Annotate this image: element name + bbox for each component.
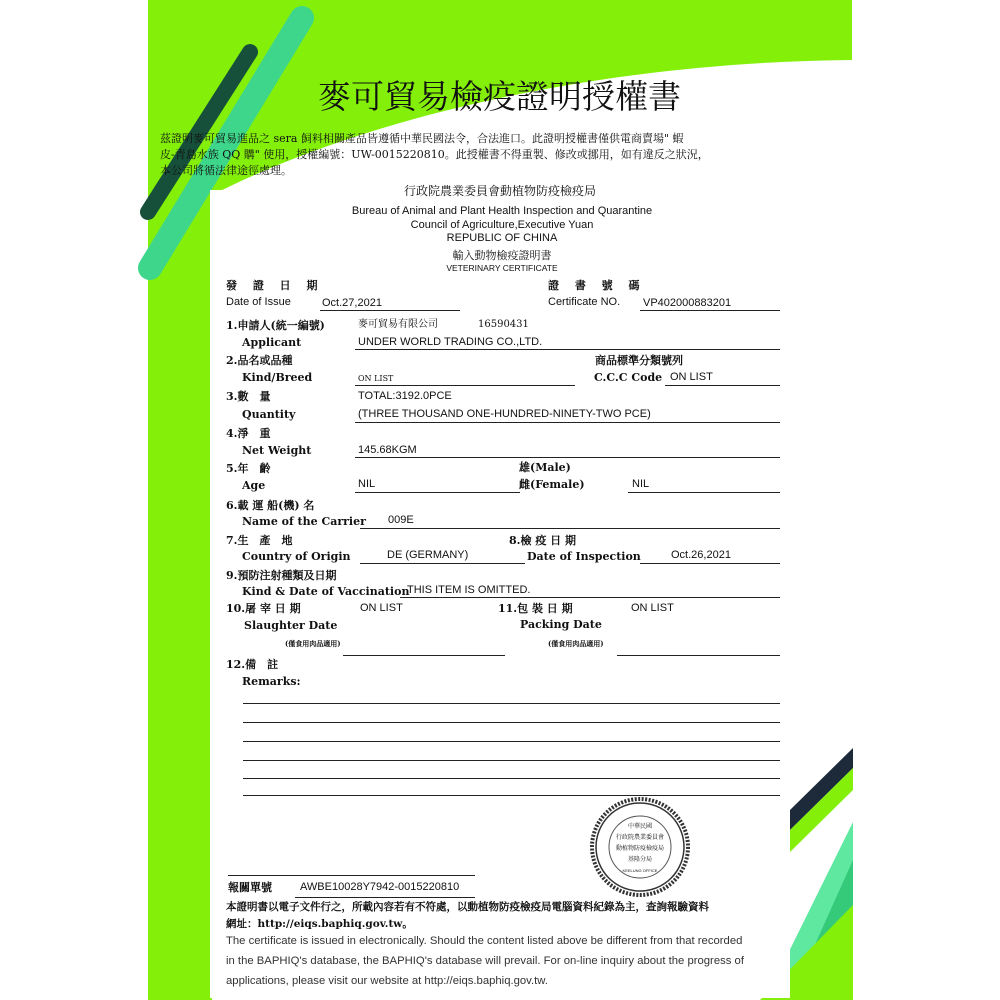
male-label: 雄(Male): [519, 461, 571, 474]
date-issue-label: Date of Issue: [226, 296, 291, 308]
applicant-name-zh: 麥可貿易有限公司: [358, 319, 438, 330]
packing-value: ON LIST: [631, 602, 674, 614]
doc-title-en: VETERINARY CERTIFICATE: [446, 263, 558, 273]
council: Council of Agriculture,Executive Yuan: [410, 219, 594, 231]
customs-no: AWBE10028Y7942-0015220810: [300, 881, 460, 893]
age-en: Age: [242, 479, 266, 492]
insp-en: Date of Inspection: [527, 550, 641, 563]
cert-no-zh: 證 書 號 碼: [548, 279, 646, 292]
ccc-value: ON LIST: [670, 371, 713, 383]
qty-total: TOTAL:3192.0PCE: [358, 390, 452, 402]
carrier-value: 009E: [388, 514, 414, 526]
remarks-line: [243, 703, 780, 704]
packing-note: (僅食用肉品適用): [548, 639, 604, 648]
doc-title-zh: 輸入動物檢疫證明書: [452, 249, 552, 262]
qty-en: Quantity: [242, 408, 296, 421]
weight-en: Net Weight: [242, 444, 312, 457]
agency-en: Bureau of Animal and Plant Health Inspection and Quarantine: [351, 205, 653, 217]
notice-en-3: applications, please visit our website at http://eiqs.baphiq.gov.tw.: [226, 975, 548, 987]
age-zh: 5.年 齡: [226, 462, 271, 475]
intro-line-1: 茲證明麥可貿易進品之 sera 飼料相關產品皆遵循中華民國法令，合法進口。此證明授權書僅供電商賣場" 蝦: [160, 132, 684, 145]
packing-zh: 11.包 裝 日 期: [498, 602, 573, 615]
ccc-en: C.C.C Code: [594, 371, 663, 384]
origin-en: Country of Origin: [242, 550, 351, 563]
remarks-line: [243, 778, 780, 779]
seal-line-4: 基隆分局: [627, 857, 653, 863]
remarks-line: [243, 741, 780, 742]
weight-value: 145.68KGM: [358, 444, 417, 456]
seal-line-5: KEELUNG OFFICE: [622, 868, 658, 873]
ccc-zh: 商品標準分類號列: [595, 354, 683, 367]
kind-en: Kind/Breed: [242, 371, 313, 384]
origin-zh: 7.生 產 地: [226, 534, 293, 547]
seal-line-1: 中華民國: [627, 824, 653, 830]
applicant-id: 16590431: [478, 319, 529, 330]
qty-zh: 3.數 量: [226, 390, 271, 403]
intro-line-2: 皮-青島水族 QQ 購" 使用，授權編號：UW-0015220810。此授權書不得重製、修改或挪用，如有違反之狀況，: [160, 148, 709, 161]
seal-line-3: 動植物防疫檢疫局: [615, 846, 665, 852]
remarks-zh: 12.備 註: [226, 658, 279, 671]
applicant-en: Applicant: [242, 336, 302, 349]
age-value: NIL: [358, 478, 376, 490]
kind-zh: 2.品名或品種: [226, 354, 293, 367]
seal-line-2: 行政院農業委員會: [615, 835, 665, 841]
page-title: 麥可貿易檢疫證明授權書: [318, 77, 681, 116]
customs-zh: 報關單號: [228, 881, 272, 894]
cert-no-value: VP402000883201: [643, 297, 732, 309]
vacc-zh: 9.預防注射種類及日期: [226, 569, 337, 582]
applicant-zh: 1.申請人(統一編號): [226, 319, 325, 332]
notice-zh-1: 本證明書以電子文件行之，所載內容若有不符處，以動植物防疫檢疫局電腦資料紀錄為主，查詢報驗資料: [226, 901, 709, 913]
notice-en-2: in the BAPHIQ's database, the BAPHIQ's database will prevail. For on-line inquiry about the progress of: [226, 955, 744, 967]
notice-en-1: The certificate is issued in electronically. Should the content listed above be different from that recorded: [226, 935, 743, 947]
slaughter-note: (僅食用肉品適用): [285, 639, 341, 648]
applicant-value: UNDER WORLD TRADING CO.,LTD.: [358, 336, 543, 348]
remarks-line: [243, 795, 780, 796]
slaughter-en: Slaughter Date: [244, 619, 338, 632]
vacc-value: THIS ITEM IS OMITTED.: [407, 584, 531, 596]
packing-en: Packing Date: [520, 618, 602, 631]
carrier-en: Name of the Carrier: [242, 515, 366, 528]
date-issue-zh: 發 證 日 期: [226, 279, 324, 292]
qty-words: (THREE THOUSAND ONE-HUNDRED-NINETY-TWO PCE): [358, 408, 651, 420]
female-value: NIL: [632, 478, 650, 490]
origin-value: DE (GERMANY): [387, 549, 469, 561]
insp-zh: 8.檢 疫 日 期: [509, 534, 576, 547]
carrier-zh: 6.載 運 船(機) 名: [226, 499, 315, 512]
insp-value: Oct.26,2021: [671, 549, 731, 561]
slaughter-zh: 10.屠 宰 日 期: [226, 602, 301, 615]
slaughter-value: ON LIST: [360, 602, 403, 614]
agency-zh: 行政院農業委員會動植物防疫檢疫局: [403, 184, 597, 198]
notice-zh-2: 網址：http://eiqs.baphiq.gov.tw。: [226, 918, 413, 930]
kind-value: ON LIST: [358, 374, 394, 383]
date-issue-value: Oct.27,2021: [322, 297, 382, 309]
remarks-line: [243, 722, 780, 723]
vacc-en: Kind & Date of Vaccination: [242, 585, 410, 598]
intro-line-3: 本公司將循法律途徑處理。: [160, 164, 292, 177]
official-seal: [590, 797, 690, 897]
cert-no-label: Certificate NO.: [548, 296, 621, 308]
country: REPUBLIC OF CHINA: [446, 232, 558, 244]
weight-zh: 4.淨 重: [226, 427, 271, 440]
remarks-en: Remarks:: [242, 675, 301, 688]
remarks-line: [243, 760, 780, 761]
female-label: 雌(Female): [519, 478, 585, 491]
